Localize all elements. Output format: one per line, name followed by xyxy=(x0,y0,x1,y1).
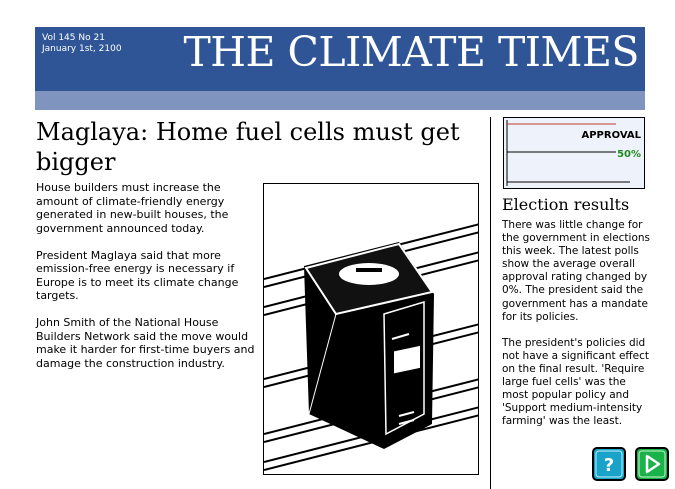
masthead xyxy=(35,27,645,91)
sidebar-paragraph: The president's policies did not have a significant effect on the final result. 'Require large fuel cells' was the most popular policy and 'Support medium-intensity farming' was the least. xyxy=(502,336,650,428)
question-icon xyxy=(594,449,624,479)
approval-widget xyxy=(503,117,645,189)
article-image xyxy=(263,183,479,475)
article-paragraph: President Maglaya said that more emission-free energy is necessary if Europe is to meet its climate change targets. xyxy=(36,248,239,302)
next-button[interactable] xyxy=(635,447,669,481)
approval-value: 50% xyxy=(617,149,641,160)
election-results-body xyxy=(502,219,654,441)
fuel-cell-unit-illustration xyxy=(264,184,479,475)
play-icon xyxy=(637,449,667,479)
article-headline: Maglaya: Home fuel cells must get bigger xyxy=(36,118,460,176)
sidebar-paragraph: There was little change for the government in elections this week. The latest polls show the average overall approval rating changed by 0%. The president said the government has a mandate for its policies. xyxy=(502,219,651,323)
issue-info xyxy=(42,33,122,55)
issue-date: January 1st, 2100 xyxy=(42,44,122,54)
article-body xyxy=(36,181,262,384)
article-paragraph: House builders must increase the amount of climate-friendly energy generated in new-built houses, the government announced today. xyxy=(36,181,229,235)
election-results-heading: Election results xyxy=(502,195,630,214)
help-label: ? xyxy=(603,455,615,476)
masthead-subbar xyxy=(35,91,645,110)
approval-label: APPROVAL xyxy=(581,130,641,141)
help-button[interactable] xyxy=(592,447,626,481)
volume-number: Vol 145 No 21 xyxy=(42,33,105,43)
newspaper-title: THE CLIMATE TIMES xyxy=(183,28,639,76)
article-paragraph: John Smith of the National House Builders Network said the move would make it harder for first-time buyers and damage the construction industry. xyxy=(36,316,255,370)
column-divider xyxy=(490,117,491,489)
